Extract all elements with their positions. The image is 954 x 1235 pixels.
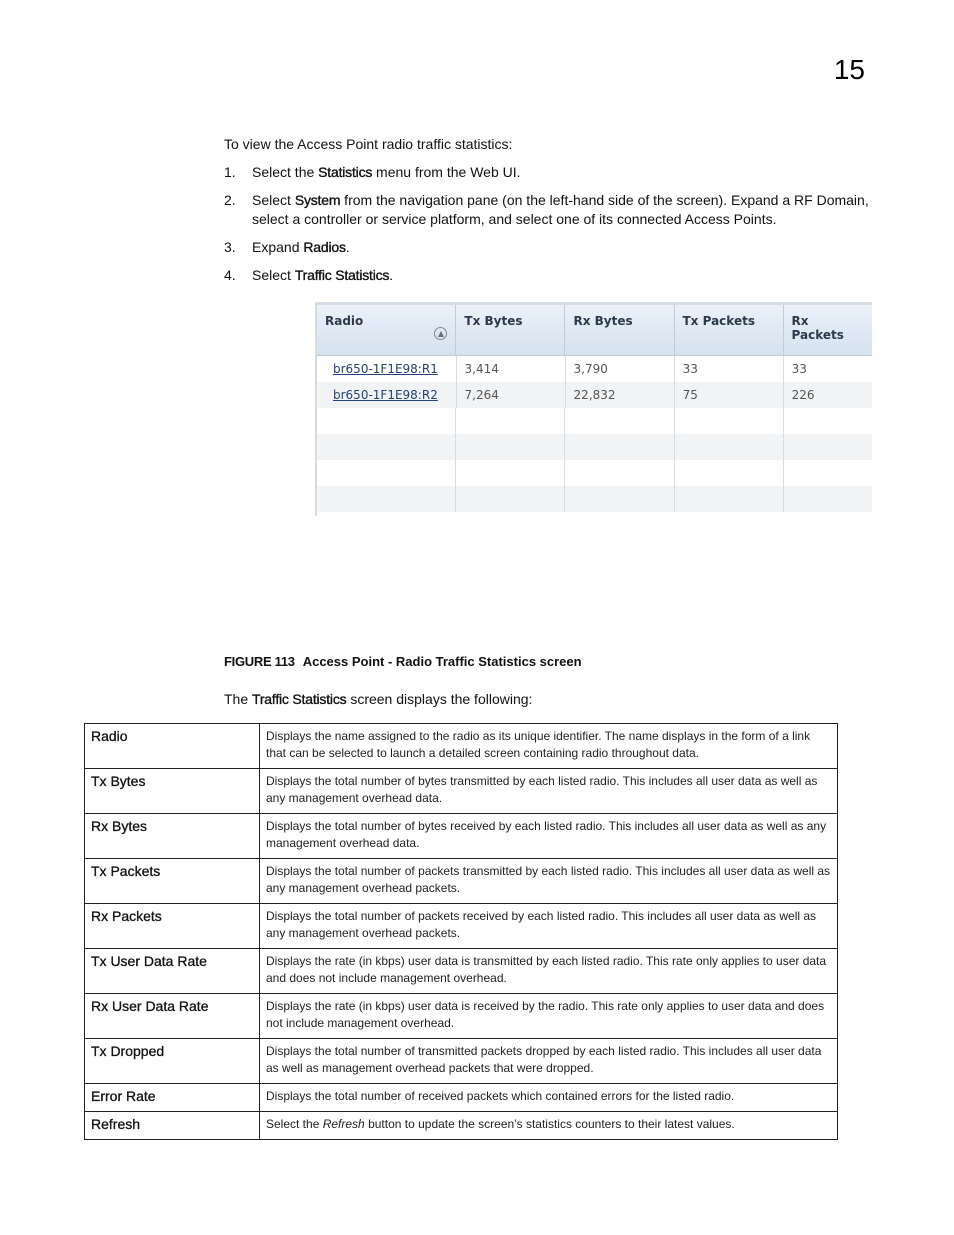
step-text-pre: Select	[252, 192, 295, 208]
field-name: Tx Dropped	[85, 1039, 260, 1084]
field-name: Rx Bytes	[85, 814, 260, 859]
field-description: Displays the name assigned to the radio as its unique identifier. The name displays in the form of a link that can be selected to launch a detailed screen containing radio throughout data.	[260, 724, 838, 769]
step-text-post: .	[389, 267, 394, 283]
table-row	[85, 769, 838, 814]
tx-packets-cell: 33	[675, 356, 784, 382]
field-description-table	[84, 723, 838, 1140]
column-header-tx-packets[interactable]: Tx Packets	[675, 305, 784, 355]
table-row[interactable]	[317, 356, 872, 382]
field-name: Rx User Data Rate	[85, 994, 260, 1039]
step-number: 1.	[224, 164, 236, 180]
ui-element-name: Traffic Statistics	[294, 267, 390, 283]
field-description: Displays the rate (in kbps) user data is received by the radio. This rate only applies to user data and does not include management overhead.	[260, 994, 838, 1039]
grid-body	[317, 356, 872, 512]
text-post: button to update the screen’s statistics counters to their latest values.	[364, 1117, 735, 1131]
table-row	[85, 1039, 838, 1084]
sort-up-icon[interactable]: ▲	[434, 327, 447, 340]
text-pre: Select the	[266, 1117, 323, 1131]
empty-row	[317, 460, 872, 486]
field-description: Displays the total number of packets received by each listed radio. This includes all user data as well as any management overhead packets.	[260, 904, 838, 949]
empty-row	[317, 434, 872, 460]
column-header-tx-bytes[interactable]: Tx Bytes	[456, 305, 565, 355]
field-description: Displays the total number of bytes received by each listed radio. This includes all user data as well as any management overhead data.	[260, 814, 838, 859]
figure-label: FIGURE 113	[224, 654, 295, 669]
ui-element-name: Radios	[303, 239, 346, 255]
chapter-number: 15	[833, 54, 865, 85]
field-description: Displays the total number of transmitted packets dropped by each listed radio. This includes all user data as well as management overhead packets that were dropped.	[260, 1039, 838, 1084]
step-text-post: .	[345, 239, 350, 255]
step-text-pre: Select	[252, 267, 295, 283]
ui-element-name: Statistics	[318, 164, 373, 180]
rx-packets-cell: 226	[791, 388, 815, 402]
table-row	[85, 859, 838, 904]
table-row	[85, 814, 838, 859]
tx-bytes-cell: 7,264	[457, 382, 566, 408]
column-header-rx-bytes[interactable]: Rx Bytes	[565, 305, 674, 355]
step-text-pre: Expand	[252, 239, 304, 255]
table-intro-text	[224, 691, 532, 707]
figure-caption	[224, 654, 582, 669]
step-text-post: from the navigation pane (on the left-hand side of the screen). Expand a RF Domain, select a controller or service platform, and select one of its connected Access Points.	[252, 192, 869, 227]
refresh-button-reference: Refresh	[322, 1117, 365, 1131]
table-row	[85, 1112, 838, 1140]
step-number: 3.	[224, 239, 236, 255]
step-number: 2.	[224, 192, 236, 208]
text-post: screen displays the following:	[346, 691, 533, 707]
field-name: Tx User Data Rate	[85, 949, 260, 994]
ui-element-name: System	[294, 192, 341, 208]
step-item	[224, 163, 874, 182]
table-row	[85, 724, 838, 769]
field-name: Refresh	[85, 1112, 260, 1140]
figure-title: Access Point - Radio Traffic Statistics screen	[302, 654, 582, 669]
field-name: Radio	[85, 724, 260, 769]
field-name: Error Rate	[85, 1084, 260, 1112]
field-name: Tx Bytes	[85, 769, 260, 814]
radio-link[interactable]: br650-1F1E98:R1	[317, 356, 457, 382]
tx-packets-cell: 75	[675, 382, 784, 408]
field-name: Tx Packets	[85, 859, 260, 904]
column-header-radio[interactable]	[317, 305, 456, 355]
step-item	[224, 191, 874, 229]
rx-bytes-cell: 3,790	[566, 356, 675, 382]
empty-row	[317, 486, 872, 512]
grid-header	[317, 305, 872, 356]
field-description: Displays the rate (in kbps) user data is transmitted by each listed radio. This rate only applies to user data and does not include management overhead.	[260, 949, 838, 994]
tx-bytes-cell: 3,414	[457, 356, 566, 382]
rx-packets-cell: 33	[791, 362, 807, 376]
steps-list	[224, 163, 874, 294]
table-row[interactable]	[317, 382, 872, 408]
field-description: Displays the total number of packets transmitted by each listed radio. This includes all user data as well as any management overhead packets.	[260, 859, 838, 904]
traffic-statistics-screenshot	[315, 302, 872, 516]
table-row	[85, 994, 838, 1039]
ui-element-name: Traffic Statistics	[252, 691, 347, 707]
step-text-pre: Select the	[252, 164, 319, 180]
step-text-post: menu from the Web UI.	[372, 164, 521, 180]
step-item	[224, 238, 874, 257]
field-description	[260, 1112, 838, 1140]
rx-bytes-cell: 22,832	[566, 382, 675, 408]
field-description: Displays the total number of received packets which contained errors for the listed radio.	[260, 1084, 838, 1112]
column-header-label: Radio	[325, 314, 364, 328]
column-header-rx-packets[interactable]: Rx Packets	[791, 314, 844, 342]
field-description: Displays the total number of bytes transmitted by each listed radio. This includes all user data as well as any management overhead data.	[260, 769, 838, 814]
intro-text: To view the Access Point radio traffic statistics:	[224, 136, 513, 152]
empty-row	[317, 408, 872, 434]
step-item	[224, 266, 874, 285]
radio-link[interactable]: br650-1F1E98:R2	[317, 382, 457, 408]
field-name: Rx Packets	[85, 904, 260, 949]
table-row	[85, 904, 838, 949]
table-row	[85, 949, 838, 994]
text-pre: The	[224, 691, 253, 707]
table-row	[85, 1084, 838, 1112]
step-number: 4.	[224, 267, 236, 283]
